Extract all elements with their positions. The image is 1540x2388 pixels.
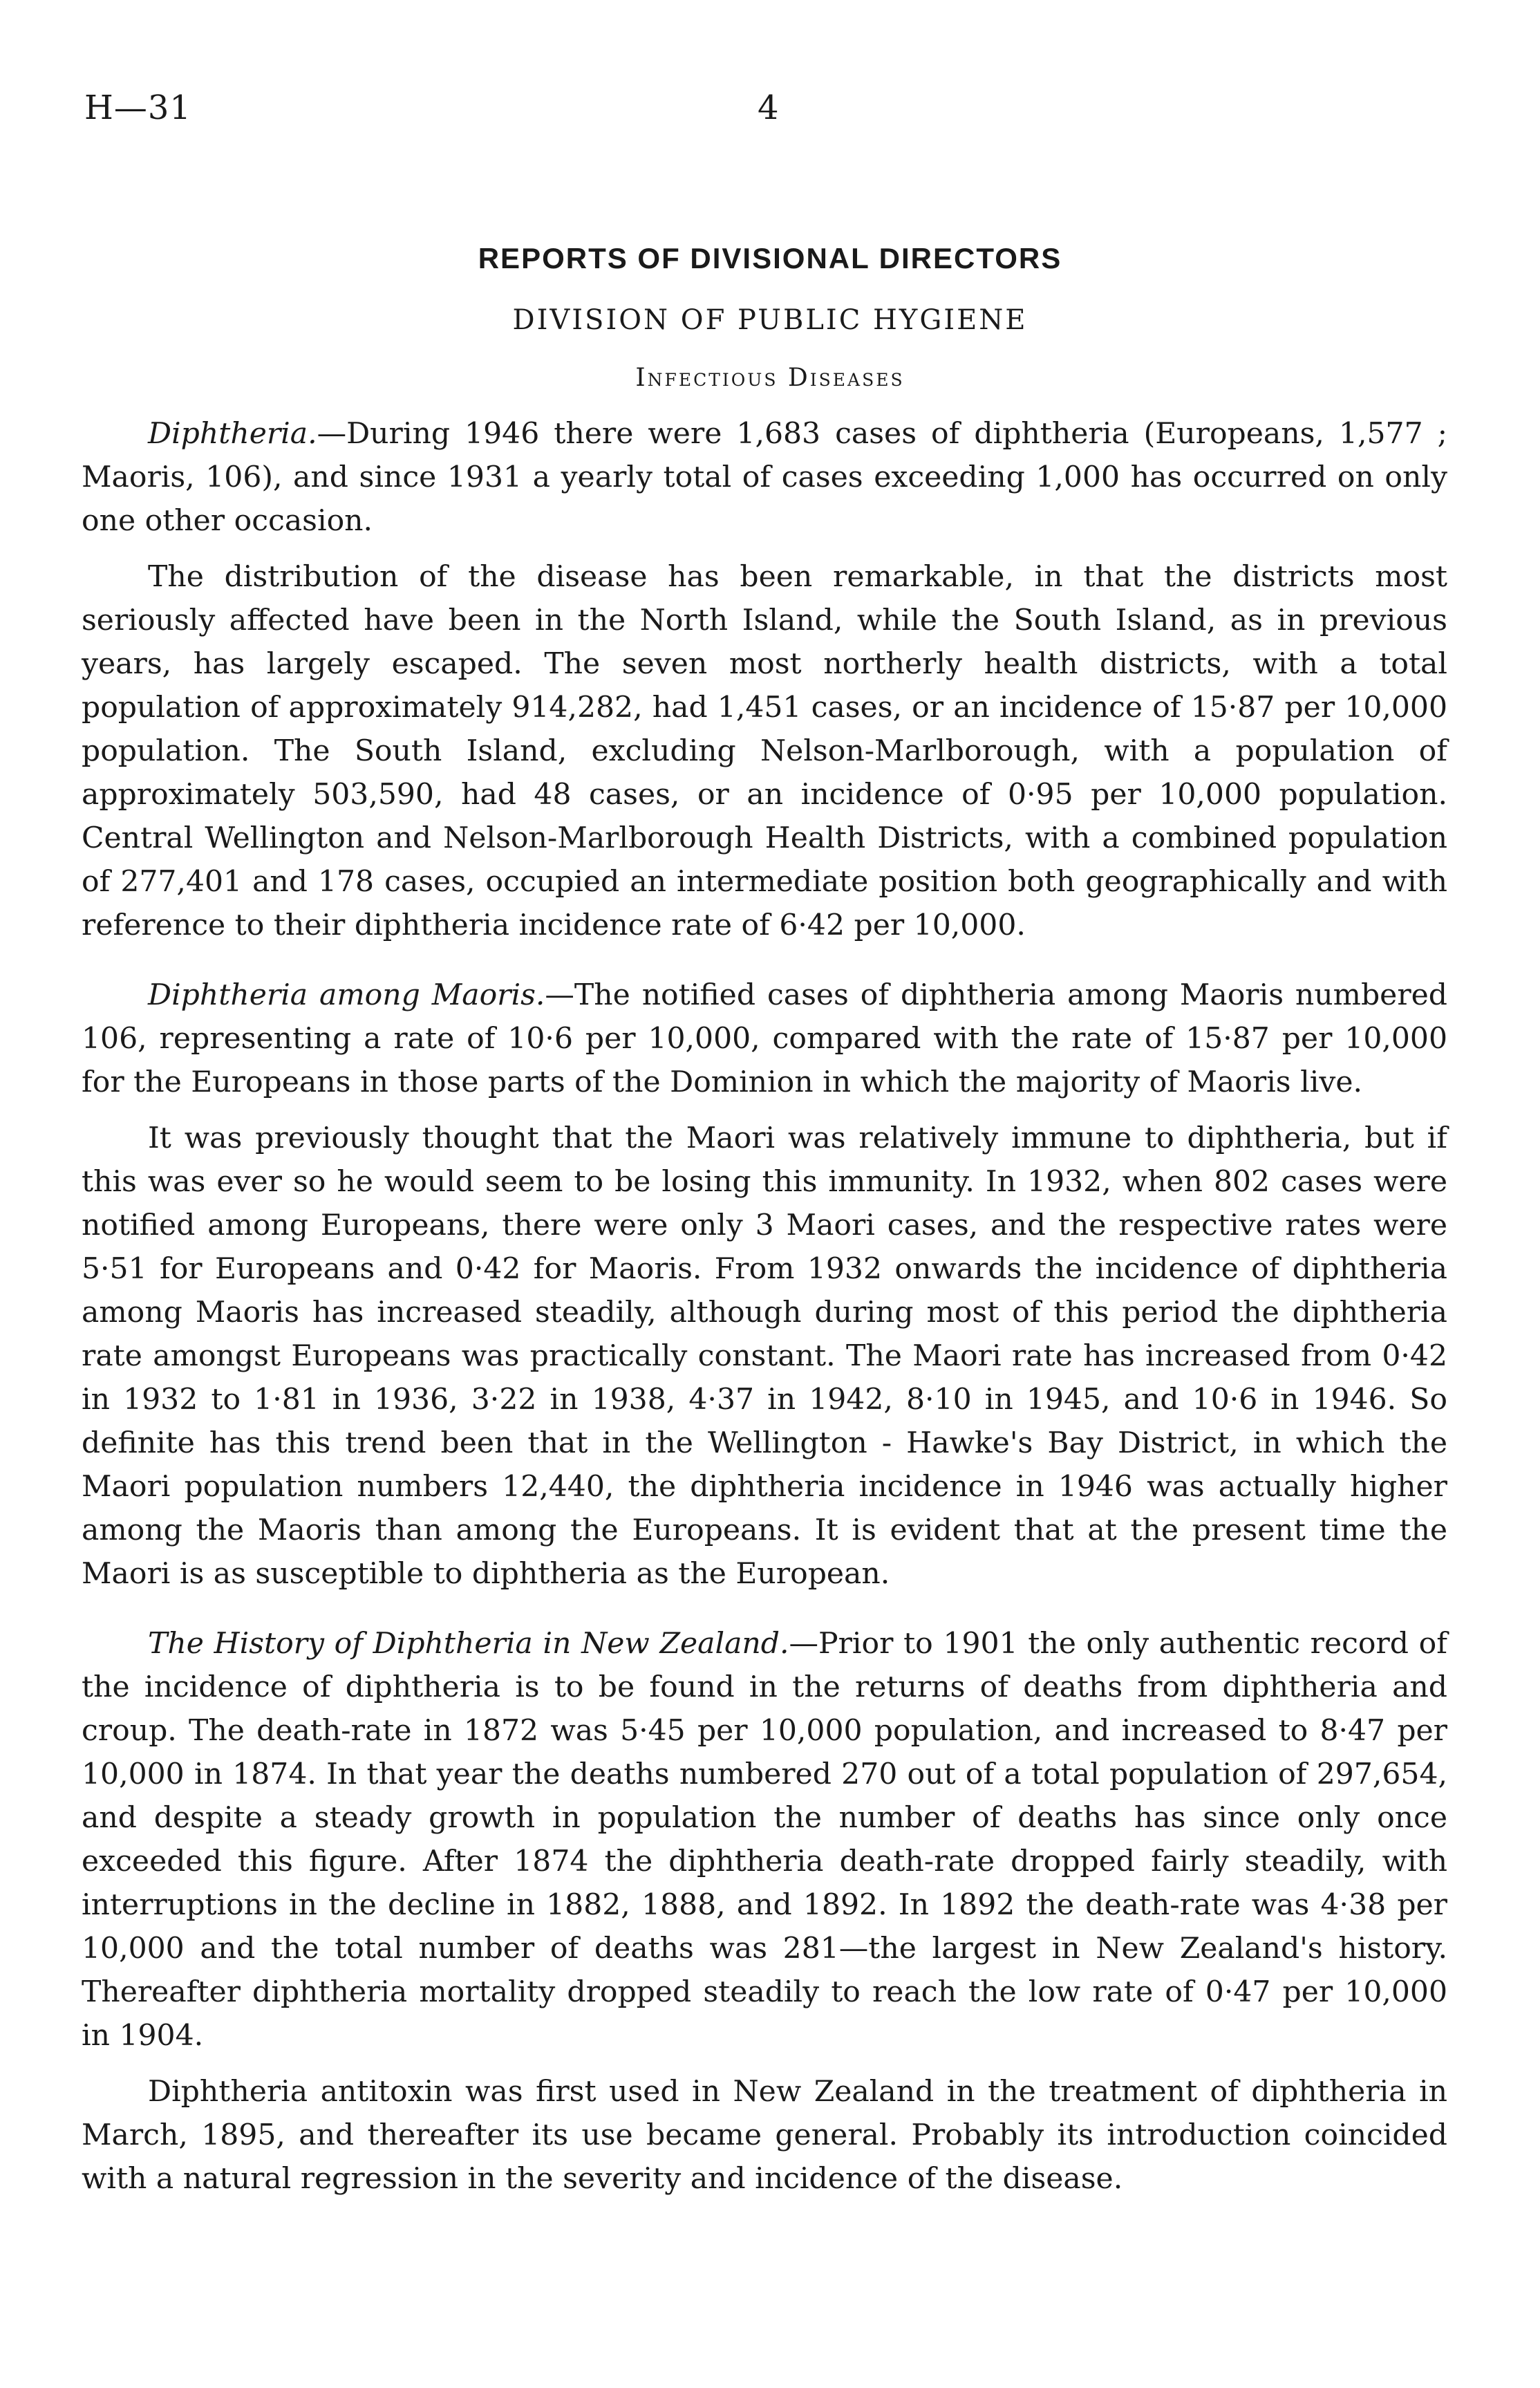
paragraph-maori-immunity (82, 1117, 1447, 1596)
paragraph-diphtheria-among-maoris (82, 973, 1447, 1104)
division-title: DIVISION OF PUBLIC HYGIENE (512, 304, 1028, 336)
paragraph-text: The distribution of the disease has been remarkable, in that the districts most seriously affected have been in the North Island, while the South Island, as in previous years, has largely escaped. The seven most northerly health districts, with a total population of approximately 914,282, had 1,451 cases, or an incidence of 15·87 per 10,000 population. The South Island, excluding Nelson-Marlborough, with a population of approximately 503,590, had 48 cases, or an incidence of 0·95 per 10,000 population. Central Wellington and Nelson-Marlborough Health Districts, with a combined population of 277,401 and 178 cases, occupied an intermediate position both geographically and with reference to their diphtheria incidence rate of 6·42 per 10,000. (82, 560, 1447, 942)
run-in-heading: The History of Diphtheria in New Zealand. (148, 1627, 789, 1661)
document-code: H—31 (84, 88, 191, 127)
paragraph-text: It was previously thought that the Maori was relatively immune to diphtheria, but if this was ever so he would seem to be losing this immunity. In 1932, when 802 cases were notified among Europeans, there were only 3 Maori cases, and the respective rates were 5·51 for Europeans and 0·42 for Maoris. From 1932 onwards the incidence of diphtheria among Maoris has increased steadily, although during most of this period the diphtheria rate amongst Europeans was practically constant. The Maori rate has increased from 0·42 in 1932 to 1·81 in 1936, 3·22 in 1938, 4·37 in 1942, 8·10 in 1945, and 10·6 in 1946. So definite has this trend been that in the Wellington - Hawke's Bay District, in which the Maori population numbers 12,440, the diphtheria incidence in 1946 was actually higher among the Maoris than among the Europeans. It is evident that at the present time the Maori is as susceptible to diphtheria as the European. (82, 1121, 1447, 1591)
paragraph-text: —The notified cases of diphtheria among Maoris numbered 106, representing a rate of 10·6 per 10,000, compared with the rate of 15·87 per 10,000 for the Europeans in those parts of the Dominion in which the majority of Maoris live. (82, 978, 1448, 1099)
page-number: 4 (758, 88, 779, 127)
body-text (82, 412, 1447, 2213)
run-in-heading: Diphtheria. (148, 417, 317, 451)
report-title: REPORTS OF DIVISIONAL DIRECTORS (478, 242, 1062, 274)
paragraph-diphtheria (82, 412, 1447, 543)
run-in-heading: Diphtheria among Maoris. (148, 978, 545, 1012)
paragraph-text: Diphtheria antitoxin was first used in New Zealand in the treatment of diphtheria in March, 1895, and thereafter its use became general. Probably its introduction coincided with a natural regression in the severity and incidence of the disease. (82, 2075, 1447, 2196)
paragraph-history (82, 1622, 1447, 2058)
paragraph-distribution (82, 555, 1447, 947)
paragraph-text: —During 1946 there were 1,683 cases of diphtheria (Europeans, 1,577 ; Maoris, 106), and since 1931 a yearly total of cases exceeding 1,000 has occurred on only one other occasion. (82, 417, 1447, 538)
paragraph-text: —Prior to 1901 the only authentic record of the incidence of diphtheria is to be found in the returns of deaths from diphtheria and croup. The death-rate in 1872 was 5·45 per 10,000 population, and increased to 8·47 per 10,000 in 1874. In that year the deaths numbered 270 out of a total population of 297,654, and despite a steady growth in population the number of deaths has since only once exceeded this figure. After 1874 the diphtheria death-rate dropped fairly steadily, with interruptions in the decline in 1882, 1888, and 1892. In 1892 the death-rate was 4·38 per 10,000 and the total number of deaths was 281—the largest in New Zealand's history. Thereafter diphtheria mortality dropped steadily to reach the low rate of 0·47 per 10,000 in 1904. (82, 1627, 1447, 2053)
section-subheading: Infectious Diseases (635, 364, 905, 392)
paragraph-antitoxin (82, 2070, 1447, 2201)
